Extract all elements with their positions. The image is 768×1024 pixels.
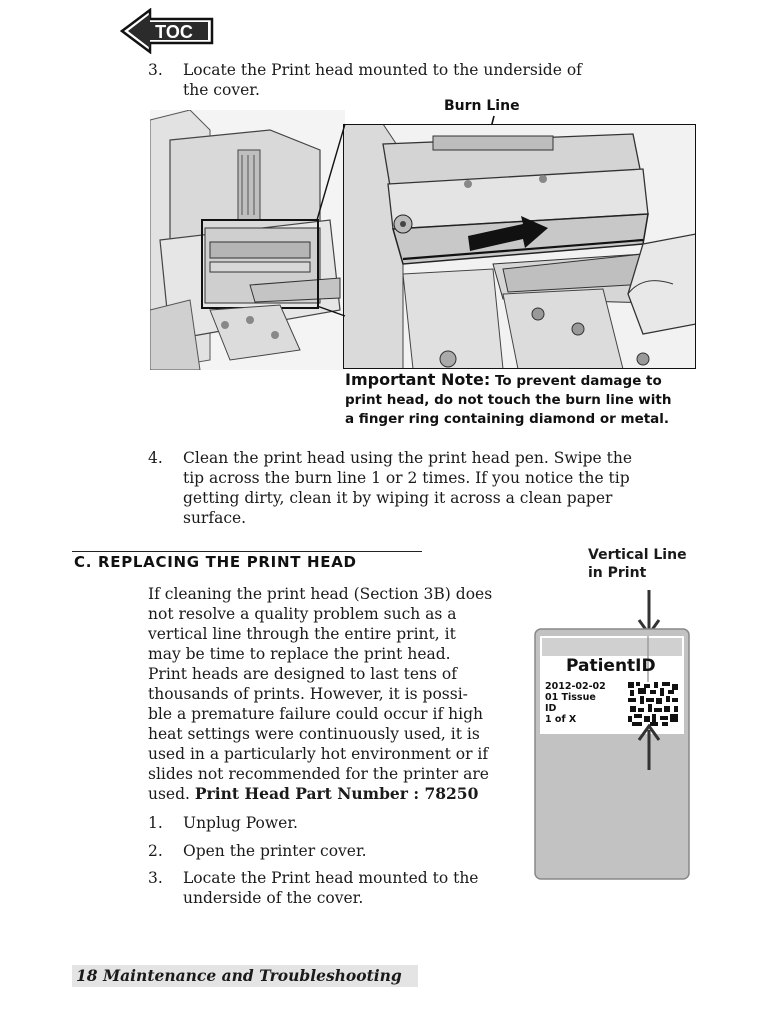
paragraph-line: may be time to replace the print head. [148,645,451,663]
paragraph-line: heat settings were continuously used, it is [148,725,480,743]
part-number: Print Head Part Number : 78250 [194,784,479,803]
step-text-line: Clean the print head using the print head pen. Swipe the [183,449,633,467]
footer-text: 18 Maintenance and Troubleshooting [76,966,402,985]
step-text-line: Unplug Power. [183,814,298,832]
step-text-line: Open the printer cover. [183,842,367,860]
toc-back-button[interactable] [120,8,216,54]
toc-label: TOC [155,22,193,42]
step-number: 1. [148,814,163,832]
qr-code-icon [628,682,678,726]
paragraph-line: ble a premature failure could occur if high [148,705,483,723]
step-text-line: getting dirty, clean it by wiping it across a clean paper [183,489,613,507]
step-text-line: Locate the Print head mounted to the underside of [183,61,582,79]
paragraph-line: slides not recommended for the printer are [148,765,489,783]
important-note-text: print head, do not touch the burn line with [345,392,672,408]
section-paragraph [148,584,528,804]
paragraph-line: vertical line through the entire print, it [148,625,456,643]
callout-line: in Print [588,565,647,581]
step-number: 3. [148,869,163,887]
step-number: 2. [148,842,163,860]
step-number: 3. [148,61,163,79]
paragraph-line: not resolve a quality problem such as a [148,605,457,623]
slide-label-title: PatientID [566,656,656,676]
important-note-text: a finger ring containing diamond or metal. [345,411,670,427]
step-text-line: tip across the burn line 1 or 2 times. If you notice the tip [183,469,630,487]
important-note [345,370,705,429]
zoom-connector-lines [315,120,355,320]
step-number: 4. [148,449,163,467]
burn-line-callout: Burn Line [444,98,520,114]
section-heading: C. REPLACING THE PRINT HEAD [74,553,357,571]
step-text-line: Locate the Print head mounted to the [183,869,479,887]
slide-label-line: 01 Tissue [545,692,596,703]
vertical-line-callout [588,546,718,582]
paragraph-line-prefix: used. [148,785,190,803]
important-note-lead: Important Note: [345,370,491,389]
arrow-up-icon [636,724,662,772]
paragraph-line: used in a particularly hot environment or if [148,745,489,763]
step-text-line: underside of the cover. [183,889,364,907]
print-head-closeup-illustration [343,124,696,369]
callout-line: Vertical Line [588,547,687,563]
important-note-text: To prevent damage to [495,373,662,389]
printed-slide-illustration [534,628,690,880]
paragraph-line: thousands of prints. However, it is possi- [148,685,468,703]
step-text-line: surface. [183,509,247,527]
step-text-line: the cover. [183,81,260,99]
paragraph-line: If cleaning the print head (Section 3B) does [148,585,493,603]
section-rule [72,551,422,552]
slide-label-line: 1 of X [545,714,577,725]
paragraph-line: Print heads are designed to last tens of [148,665,457,683]
paragraph-line [148,784,528,804]
slide-label-details [545,681,606,725]
slide-label-line: 2012-02-02 [545,681,606,692]
slide-label-line: ID [545,703,557,714]
